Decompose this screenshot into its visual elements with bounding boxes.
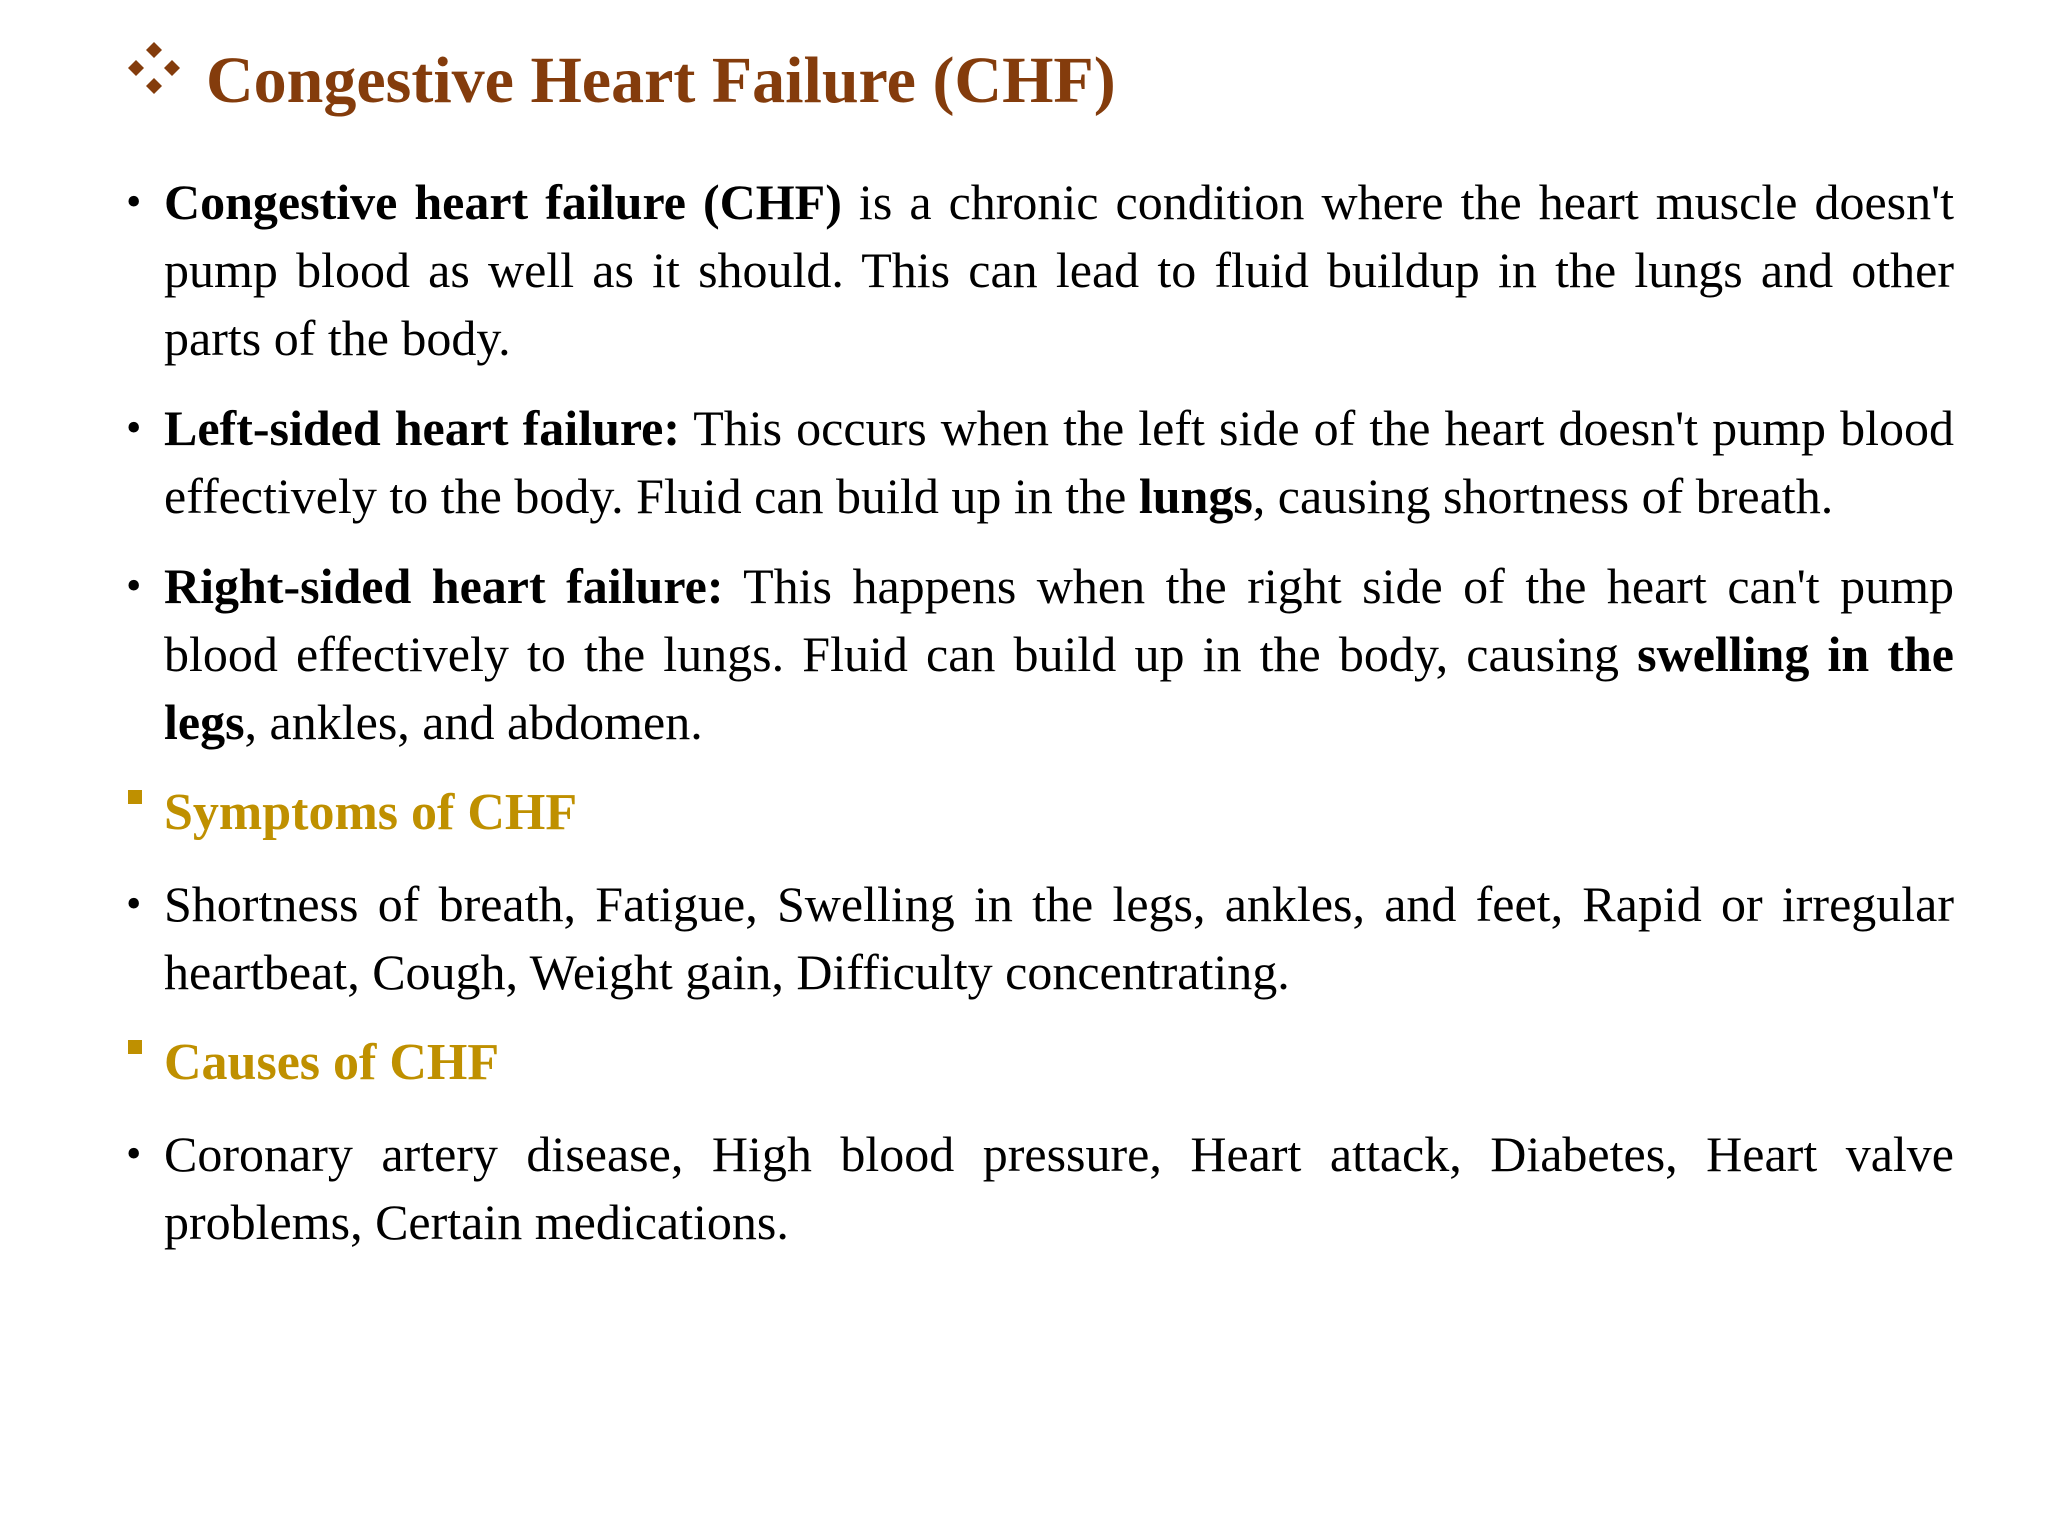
paragraph [164, 394, 1954, 530]
paragraph [164, 552, 1954, 756]
bold-term: Congestive heart failure (CHF) [164, 174, 842, 230]
list-item-right-sided [126, 552, 1954, 756]
round-bullet-icon: • [126, 1129, 142, 1178]
paragraph: Coronary artery disease, High blood pressure, Heart attack, Diabetes, Heart valve problems, Certain medications. [164, 1126, 1954, 1250]
section-heading-symptoms [126, 778, 1954, 848]
round-bullet-icon: • [126, 879, 142, 928]
square-bullet-icon [128, 790, 142, 804]
paragraph-text: This happens when the right side of the heart can't pump blood effectively to the lungs. Fluid can build up in the body, causing [164, 558, 1955, 682]
square-bullet-icon [128, 1040, 142, 1054]
section-heading-causes [126, 1028, 1954, 1098]
bold-term: Left-sided heart failure: [164, 400, 681, 456]
heading-text: Symptoms of CHF [164, 784, 578, 841]
title-row [126, 36, 1116, 126]
paragraph-text: , ankles, and abdomen. [244, 694, 703, 750]
list-item-causes [126, 1120, 1954, 1256]
bold-term: lungs [1138, 468, 1253, 524]
bold-term: swelling in the legs [164, 626, 1954, 750]
paragraph-text: , causing shortness of breath. [1252, 468, 1834, 524]
paragraph-text: This occurs when the left side of the heart doesn't pump blood effectively to the body. Fluid can build up in the [164, 400, 1954, 524]
round-bullet-icon: • [126, 561, 142, 610]
paragraph: Shortness of breath, Fatigue, Swelling in the legs, ankles, and feet, Rapid or irregular heartbeat, Cough, Weight gain, Difficulty concentrating. [164, 876, 1954, 1000]
paragraph [164, 168, 1954, 372]
list-item-symptoms [126, 870, 1954, 1006]
list-item-chf-definition [126, 168, 1954, 372]
bold-term: Right-sided heart failure: [164, 558, 724, 614]
round-bullet-icon: • [126, 177, 142, 226]
content-body [126, 168, 1954, 1278]
round-bullet-icon: • [126, 403, 142, 452]
heading-text: Causes of CHF [164, 1034, 500, 1091]
list-item-left-sided [126, 394, 1954, 530]
paragraph-text: is a chronic condition where the heart muscle doesn't pump blood as well as it should. This can lead to fluid buildup in the lungs and other parts of the body. [164, 174, 1954, 366]
diamond-bullet-icon [126, 40, 182, 96]
page-title: Congestive Heart Failure (CHF) [206, 44, 1116, 117]
